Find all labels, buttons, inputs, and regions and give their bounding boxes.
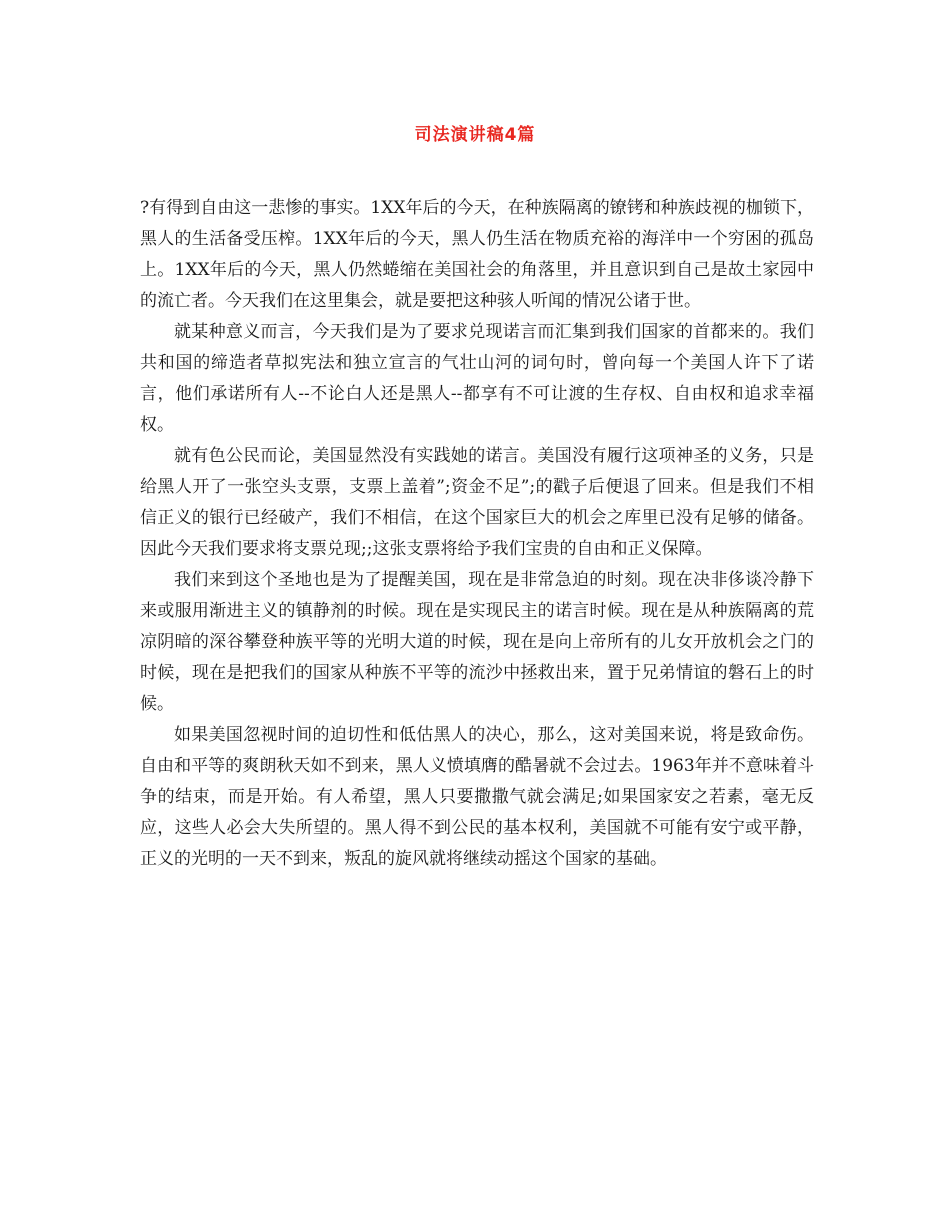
paragraph-5: 如果美国忽视时间的迫切性和低估黑人的决心，那么，这对美国来说，将是致命伤。自由和平等的爽朗秋天如不到来，黑人义愤填膺的酷暑就不会过去。1963年并不意味着斗争的结束，而是开始。有人希望，黑人只要撒撒气就会满足;如果国家安之若素，毫无反应，这些人必会大失所望的。黑人得不到公民的基本权利，美国就不可能有安宁或平静，正义的光明的一天不到来，叛乱的旋风就将继续动摇这个国家的基础。 — [140, 725, 814, 869]
paragraph-1: ?有得到自由这一悲惨的事实。1XX年后的今天，在种族隔离的镣铐和种族歧视的枷锁下，黑人的生活备受压榨。1XX年后的今天，黑人仍生活在物质充裕的海洋中一个穷困的孤岛上。1XX年后的今天，黑人仍然蜷缩在美国社会的角落里，并且意识到自己是故土家园中的流亡者。今天我们在这里集会，就是要把这种骇人听闻的情况公诸于世。 — [140, 198, 814, 311]
paragraph-4: 我们来到这个圣地也是为了提醒美国，现在是非常急迫的时刻。现在决非侈谈冷静下来或服用渐进主义的镇静剂的时候。现在是实现民主的诺言时候。现在是从种族隔离的荒凉阴暗的深谷攀登种族平等的光明大道的时候，现在是向上帝所有的儿女开放机会之门的时候，现在是把我们的国家从种族不平等的流沙中拯救出来，置于兄弟情谊的磐石上的时候。 — [140, 570, 814, 714]
document-body — [140, 193, 814, 875]
document-title: 司法演讲稿4篇 — [414, 125, 536, 145]
paragraph-3: 就有色公民而论，美国显然没有实践她的诺言。美国没有履行这项神圣的义务，只是给黑人开了一张空头支票，支票上盖着”;资金不足”;的戳子后便退了回来。但是我们不相信正义的银行已经破产，我们不相信，在这个国家巨大的机会之库里已没有足够的储备。因此今天我们要求将支票兑现;;这张支票将给予我们宝贵的自由和正义保障。 — [140, 446, 814, 559]
paragraph-2: 就某种意义而言，今天我们是为了要求兑现诺言而汇集到我们国家的首都来的。我们共和国的缔造者草拟宪法和独立宣言的气壮山河的词句时，曾向每一个美国人许下了诺言，他们承诺所有人--不论白人还是黑人--都享有不可让渡的生存权、自由权和追求幸福权。 — [140, 322, 814, 435]
